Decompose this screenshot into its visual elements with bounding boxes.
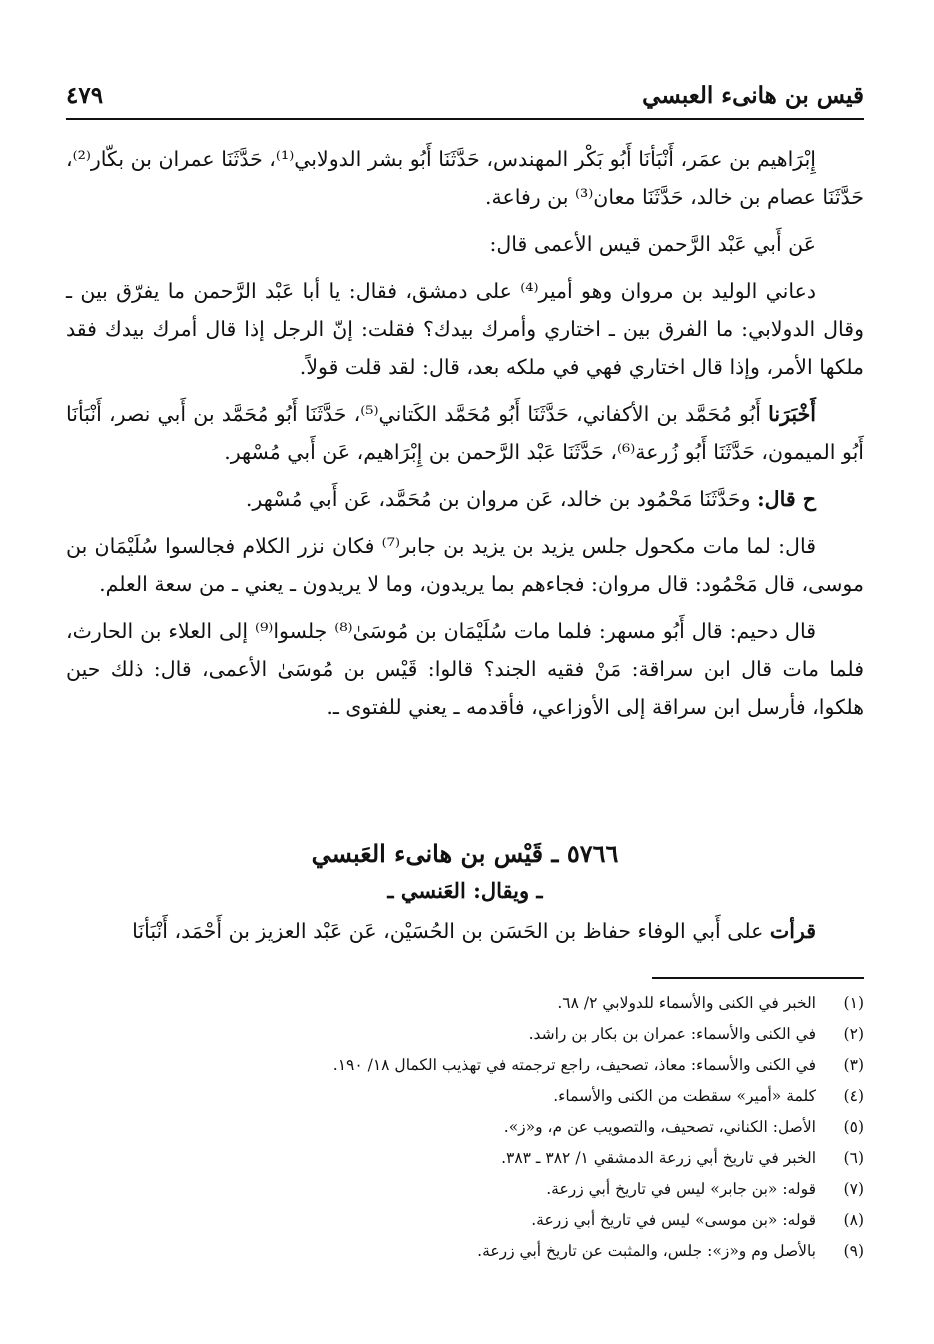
footnote: (٥)الأصل: الكناني، تصحيف، والتصويب عن م، و«ز».	[503, 1118, 864, 1136]
footnote: (٢)في الكنى والأسماء: عمران بن بكار بن راشد.	[528, 1025, 864, 1043]
paragraph: ح قال: وحَدَّثَنَا مَحْمُود بن خالد، عَن مروان بن مُحَمَّد، عَن أَبي مُسْهر.	[245, 487, 816, 511]
paragraph: عَن أَبي عَبْد الرَّحمن قيس الأعمى قال:	[489, 232, 816, 256]
header-rule	[66, 118, 864, 120]
footnote: (٦)الخبر في تاريخ أبي زرعة الدمشقي ١/ ٣٨٢ ـ ٣٨٣.	[501, 1149, 864, 1167]
footnote: (٩)بالأصل وم و«ز»: جلس، والمثبت عن تاريخ أبي زرعة.	[477, 1242, 864, 1260]
paragraph: دعاني الوليد بن مروان وهو أمير⁽⁴⁾ على دمشق، فقال: يا أبا عَبْد الرَّحمن ما يفرّق بين ـ وقال الدولابي: ما الفرق بين ـ اختاري وأمرك بيدك؟ فقلت: إنّ الرجل إذا قال أمرك بيدك فقد ملكها الأمر، وإذا قال اختاري فهي في ملكه بعد، قال: لقد قلت قولاً.	[66, 279, 864, 379]
running-title: قيس بن هانىء العبسي	[642, 82, 864, 109]
paragraph: قال: لما مات مكحول جلس يزيد بن يزيد بن جابر⁽⁷⁾ فكان نزر الكلام فجالسوا سُلَيْمَان بن موسى، قال مَحْمُود: قال مروان: فجاءهم بما يريدون، وما لا يريدون ـ يعني ـ من سعة العلم.	[66, 534, 864, 596]
entry-subheading: ـ ويقال: العَنسي ـ	[387, 878, 543, 903]
paragraph: قال دحيم: قال أَبُو مسهر: فلما مات سُلَيْمَان بن مُوسَىٰ⁽⁸⁾ جلسوا⁽⁹⁾ إلى العلاء بن الحارث، فلما مات قال ابن سراقة: مَنْ فقيه الجند؟ قالوا: قَيْس بن مُوسَىٰ الأعمى، قال: ذلك حين هلكوا، فأرسل ابن سراقة إلى الأوزاعي، فأقدمه ـ يعني للفتوى ـ.	[66, 619, 864, 719]
entry-first-line: قرأت على أَبي الوفاء حفاظ بن الحَسَن بن الحُسَيْن، عَن عَبْد العزيز بن أَحْمَد، أَنْبَأنَا	[132, 919, 816, 943]
footnote: (٣)في الكنى والأسماء: معاذ، تصحيف، راجع ترجمته في تهذيب الكمال ١٨/ ١٩٠.	[332, 1056, 864, 1074]
page-header	[66, 78, 864, 118]
paragraph: إِبْرَاهيم بن عمَر، أَنْبَأنَا أَبُو بَكْر المهندس، حَدَّثَنَا أَبُو بشر الدولابي⁽¹⁾، حَدَّثَنَا عمران بن بكّار⁽²⁾، حَدَّثَنَا عصام بن خالد، حَدَّثَنَا معان⁽³⁾ بن رفاعة.	[66, 147, 864, 209]
entry-lead-word: قرأت	[769, 919, 816, 943]
footnotes	[66, 988, 864, 1267]
body-text	[66, 140, 864, 735]
footnote: (٨)قوله: «بن موسى» ليس في تاريخ أبي زرعة.	[531, 1211, 864, 1229]
footnote: (١)الخبر في الكنى والأسماء للدولابي ٢/ ٦٨.	[557, 994, 864, 1012]
page-number: ٤٧٩	[66, 82, 104, 109]
footnote: (٤)كلمة «أمير» سقطت من الكنى والأسماء.	[553, 1087, 864, 1105]
footnote-rule	[652, 977, 864, 979]
footnote: (٧)قوله: «بن جابر» ليس في تاريخ أبي زرعة.	[546, 1180, 864, 1198]
paragraph: أَخْبَرَنا أَبُو مُحَمَّد بن الأكفاني، حَدَّثَنَا أَبُو مُحَمَّد الكَتاني⁽⁵⁾، حَدَّثَنَا أَبُو مُحَمَّد بن أَبي نصر، أَنْبَأنَا أَبُو الميمون، حَدَّثَنَا أَبُو زُرعة⁽⁶⁾، حَدَّثَنَا عَبْد الرَّحمن بن إِبْرَاهيم، عَن أَبي مُسْهر.	[66, 402, 864, 464]
entry-heading: ٥٧٦٦ ـ قَيْس بن هانىء العَبسي	[311, 839, 619, 868]
